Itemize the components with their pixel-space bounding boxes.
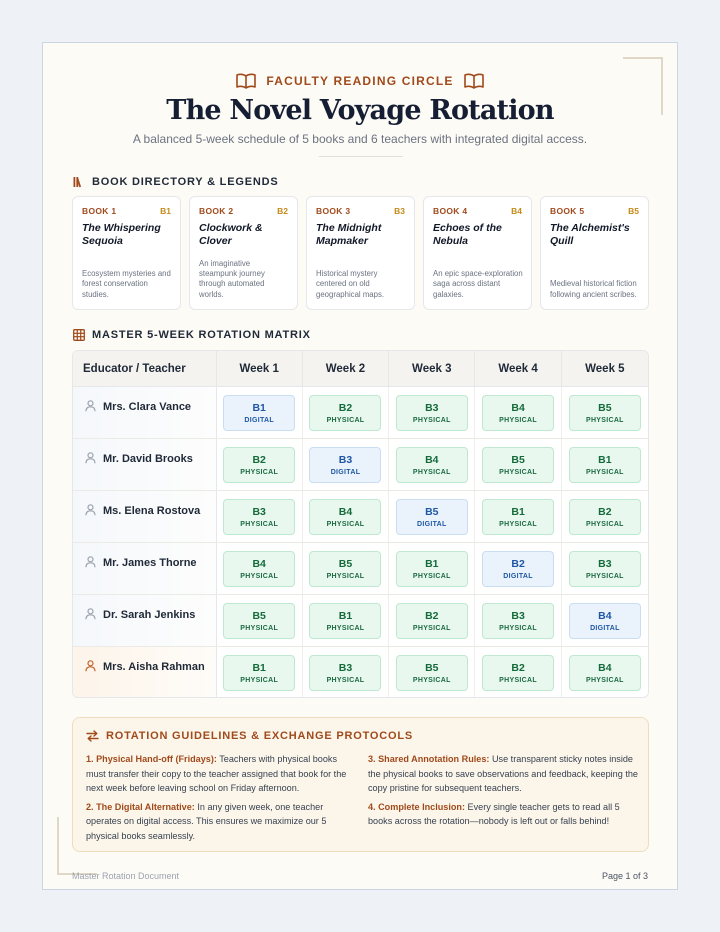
- book-code: B5: [425, 505, 439, 518]
- book-card: [72, 196, 181, 310]
- matrix-header-row: [73, 351, 648, 387]
- person-icon: [85, 399, 96, 417]
- teacher-name: Mrs. Clara Vance: [103, 400, 192, 413]
- book-directory: [72, 196, 649, 310]
- assignment-pill: [223, 499, 295, 535]
- assignment-pill: [309, 655, 381, 691]
- assignment-pill: [396, 551, 468, 587]
- access-mode: PHYSICAL: [240, 468, 279, 476]
- footer-document-label: Master Rotation Document: [72, 871, 180, 881]
- book-description: Historical mystery centered on old geographical maps.: [316, 269, 385, 299]
- book-code: B2: [598, 505, 612, 518]
- matrix-row: [73, 387, 648, 439]
- guideline-label: 4. Complete Inclusion:: [368, 801, 466, 812]
- book-code: B5: [598, 401, 612, 414]
- access-mode: PHYSICAL: [326, 416, 365, 424]
- teacher-name: Mr. James Thorne: [103, 556, 197, 569]
- matrix-row: [73, 647, 648, 698]
- book-title: Clockwork & Clover: [199, 222, 263, 247]
- guideline-label: 3. Shared Annotation Rules:: [368, 754, 490, 764]
- book-code: B4: [598, 609, 612, 622]
- access-mode: PHYSICAL: [585, 572, 624, 580]
- book-card-header: [316, 206, 405, 216]
- directory-heading-label: BOOK DIRECTORY & LEGENDS: [92, 176, 279, 188]
- book-code: B2: [425, 609, 439, 622]
- book-code: B3: [252, 505, 266, 518]
- person-icon: [85, 503, 96, 521]
- assignment-pill: [482, 395, 554, 431]
- assignment-cell: [389, 543, 475, 594]
- week-column-header: Week 3: [389, 351, 475, 386]
- access-mode: DIGITAL: [244, 416, 274, 424]
- assignment-pill: [569, 447, 641, 483]
- document-page: [42, 42, 678, 890]
- assignment-cell: [475, 647, 561, 698]
- guideline-item: [368, 752, 638, 796]
- assignment-cell: [389, 491, 475, 542]
- assignment-cell: [217, 647, 303, 698]
- assignment-cell: [389, 387, 475, 438]
- eyebrow: [43, 73, 677, 89]
- access-mode: PHYSICAL: [326, 624, 365, 632]
- access-mode: PHYSICAL: [499, 468, 537, 476]
- book-card: [423, 196, 532, 310]
- book-code: B3: [511, 609, 525, 622]
- access-mode: PHYSICAL: [240, 572, 279, 580]
- book-number: BOOK 2: [199, 206, 234, 216]
- book-number: BOOK 3: [316, 206, 351, 216]
- assignment-pill: [223, 603, 295, 639]
- book-card-header: [550, 206, 639, 216]
- guideline-label: 2. The Digital Alternative:: [86, 801, 195, 812]
- book-card-header: [199, 206, 288, 216]
- assignment-pill: [482, 655, 554, 691]
- teacher-cell: [73, 387, 217, 438]
- assignment-pill: [482, 499, 554, 535]
- exchange-icon: [86, 730, 99, 742]
- access-mode: PHYSICAL: [585, 468, 624, 476]
- footer-page-number: Page 1 of 3: [601, 871, 648, 881]
- assignment-pill: [223, 447, 295, 483]
- book-code: B3: [425, 401, 439, 414]
- guidelines-panel: [72, 717, 649, 852]
- guidelines-heading: [86, 730, 413, 742]
- book-card: [540, 196, 649, 310]
- assignment-pill: [396, 655, 468, 691]
- assignment-pill: [569, 655, 641, 691]
- access-mode: PHYSICAL: [240, 520, 279, 528]
- person-icon: [85, 451, 96, 469]
- book-code: B2: [338, 401, 353, 414]
- week-column-header: Week 1: [217, 351, 303, 386]
- assignment-pill: [223, 395, 295, 431]
- assignment-pill: [482, 551, 554, 587]
- week-column-header: Week 2: [303, 351, 389, 386]
- book-code: B2: [277, 206, 288, 216]
- book-code: B4: [511, 401, 525, 414]
- page-subtitle: A balanced 5-week schedule of 5 books and 6 teachers with integrated digital access.: [132, 132, 588, 146]
- guidelines-heading-label: ROTATION GUIDELINES & EXCHANGE PROTOCOLS: [106, 730, 414, 742]
- access-mode: PHYSICAL: [412, 624, 451, 632]
- book-description: An imaginative steampunk journey through automated worlds.: [199, 258, 265, 299]
- teacher-name: Mrs. Aisha Rahman: [103, 661, 205, 673]
- book-number: BOOK 4: [433, 206, 468, 216]
- matrix-row: [73, 595, 648, 647]
- assignment-cell: [217, 491, 303, 542]
- assignment-cell: [562, 543, 648, 594]
- access-mode: PHYSICAL: [412, 677, 451, 684]
- book-code: B5: [425, 662, 439, 674]
- teacher-name: Dr. Sarah Jenkins: [103, 608, 196, 621]
- assignment-cell: [475, 439, 561, 490]
- open-book-icon: [464, 73, 484, 89]
- book-code: B4: [425, 453, 439, 466]
- educator-column-header: Educator / Teacher: [73, 351, 217, 386]
- assignment-cell: [217, 543, 303, 594]
- assignment-pill: [569, 499, 641, 535]
- guideline-text: Use transparent sticky notes inside the physical books to save observations and feedback, keeping the copy pristine for subsequent teachers.: [368, 754, 638, 793]
- assignment-cell: [217, 439, 303, 490]
- book-code: B5: [628, 206, 639, 216]
- book-description: Ecosystem mysteries and forest conservation studies.: [82, 269, 171, 299]
- book-code: B2: [252, 453, 266, 466]
- teacher-name: Ms. Elena Rostova: [103, 504, 201, 517]
- book-code: B4: [338, 505, 353, 518]
- assignment-pill: [569, 395, 641, 431]
- guideline-label: 1. Physical Hand-off (Fridays):: [86, 754, 217, 764]
- access-mode: PHYSICAL: [240, 624, 279, 632]
- assignment-cell: [562, 439, 648, 490]
- book-title: The Alchemist's Quill: [550, 222, 630, 247]
- book-code: B1: [425, 557, 439, 570]
- access-mode: PHYSICAL: [326, 520, 365, 528]
- assignment-cell: [389, 439, 475, 490]
- title-divider: [319, 156, 403, 157]
- access-mode: PHYSICAL: [326, 572, 365, 580]
- book-title: Echoes of the Nebula: [433, 222, 502, 247]
- book-code: B1: [338, 609, 353, 622]
- assignment-pill: [482, 603, 554, 639]
- access-mode: PHYSICAL: [499, 677, 537, 684]
- assignment-pill: [396, 603, 468, 639]
- assignment-pill: [309, 499, 381, 535]
- access-mode: PHYSICAL: [585, 520, 624, 528]
- person-icon: [85, 659, 96, 677]
- assignment-cell: [562, 387, 648, 438]
- book-card: [306, 196, 415, 310]
- book-number: BOOK 5: [550, 206, 585, 216]
- access-mode: DIGITAL: [503, 572, 533, 580]
- teacher-cell: [73, 439, 217, 490]
- book-card-header: [82, 206, 171, 216]
- assignment-cell: [389, 647, 475, 698]
- book-code: B5: [252, 609, 266, 622]
- assignment-cell: [303, 543, 389, 594]
- books-icon: [73, 176, 85, 188]
- directory-heading: [73, 176, 278, 188]
- person-icon: [85, 607, 96, 625]
- assignment-cell: [562, 647, 648, 698]
- access-mode: PHYSICAL: [585, 677, 624, 684]
- matrix-row: [73, 543, 648, 595]
- assignment-pill: [223, 551, 295, 587]
- guideline-text: Teachers with physical books must transfer their copy to the teacher assigned that book for the next week before leaving school on Friday afternoon.: [86, 754, 347, 793]
- teacher-cell: [73, 491, 217, 542]
- book-code: B4: [252, 557, 266, 570]
- assignment-cell: [303, 595, 389, 646]
- assignment-cell: [562, 595, 648, 646]
- book-title: The Midnight Mapmaker: [316, 222, 382, 247]
- access-mode: PHYSICAL: [412, 416, 451, 424]
- book-code: B1: [160, 206, 171, 216]
- book-code: B5: [338, 557, 353, 570]
- book-description: An epic space-exploration saga across distant galaxies.: [433, 269, 523, 299]
- book-code: B4: [598, 662, 612, 674]
- book-code: B1: [511, 505, 525, 518]
- guideline-text: In any given week, one teacher operates on digital access. This ensures we maximize our 5 physical books seamlessly.: [86, 801, 327, 841]
- teacher-name: Mr. David Brooks: [103, 452, 193, 465]
- assignment-cell: [303, 387, 389, 438]
- assignment-cell: [475, 595, 561, 646]
- guideline-text: Every single teacher gets to read all 5 books across the rotation—nobody is left out or falls behind!: [368, 801, 620, 826]
- guideline-item: [86, 800, 351, 844]
- assignment-cell: [217, 595, 303, 646]
- assignment-pill: [482, 447, 554, 483]
- guideline-item: [368, 800, 638, 829]
- assignment-pill: [569, 603, 641, 639]
- book-code: B4: [511, 206, 522, 216]
- book-title: The Whispering Sequoia: [82, 222, 161, 247]
- teacher-cell: [73, 595, 217, 646]
- access-mode: PHYSICAL: [326, 677, 365, 684]
- book-code: B1: [252, 662, 266, 674]
- teacher-cell: [73, 647, 217, 698]
- assignment-cell: [475, 543, 561, 594]
- access-mode: PHYSICAL: [585, 416, 624, 424]
- access-mode: PHYSICAL: [499, 416, 537, 424]
- assignment-pill: [396, 447, 468, 483]
- guideline-item: [86, 752, 351, 796]
- assignment-cell: [217, 387, 303, 438]
- assignment-pill: [396, 395, 468, 431]
- book-code: B5: [511, 453, 525, 466]
- week-column-header: Week 5: [585, 362, 625, 375]
- assignment-pill: [223, 655, 295, 691]
- access-mode: PHYSICAL: [412, 572, 451, 580]
- assignment-pill: [309, 603, 381, 639]
- grid-icon: [73, 329, 85, 341]
- open-book-icon: [236, 73, 256, 89]
- assignment-cell: [303, 647, 389, 698]
- guidelines-column-right: [368, 752, 638, 833]
- book-code: B3: [394, 206, 405, 216]
- assignment-cell: [475, 491, 561, 542]
- book-code: B2: [511, 662, 525, 674]
- eyebrow-label: FACULTY READING CIRCLE: [266, 74, 454, 88]
- assignment-pill: [569, 551, 641, 587]
- book-description: Medieval historical fiction following ancient scribes.: [550, 279, 637, 299]
- person-icon: [85, 555, 96, 573]
- access-mode: DIGITAL: [590, 624, 620, 632]
- book-code: B1: [598, 453, 612, 466]
- assignment-pill: [396, 499, 468, 535]
- matrix-row: [73, 439, 648, 491]
- assignment-pill: [309, 395, 381, 431]
- week-column-header: Week 4: [475, 351, 561, 386]
- matrix-heading-label: MASTER 5-WEEK ROTATION MATRIX: [92, 329, 311, 341]
- page-title: The Novel Voyage Rotation: [166, 95, 554, 126]
- teacher-cell: [73, 543, 217, 594]
- book-code: B3: [338, 453, 353, 466]
- access-mode: DIGITAL: [416, 520, 447, 528]
- access-mode: PHYSICAL: [499, 520, 537, 528]
- access-mode: PHYSICAL: [412, 468, 451, 476]
- access-mode: PHYSICAL: [240, 677, 279, 684]
- book-code: B3: [598, 557, 612, 570]
- assignment-pill: [309, 551, 381, 587]
- matrix-heading: [73, 329, 311, 341]
- book-code: B1: [252, 401, 266, 414]
- access-mode: PHYSICAL: [499, 624, 537, 632]
- book-card-header: [433, 206, 522, 216]
- book-code: B2: [511, 557, 525, 570]
- rotation-matrix: [72, 350, 649, 698]
- matrix-row: [73, 491, 648, 543]
- assignment-cell: [562, 491, 648, 542]
- assignment-pill: [309, 447, 381, 483]
- book-code: B3: [338, 662, 353, 674]
- access-mode: DIGITAL: [330, 468, 361, 476]
- assignment-cell: [303, 439, 389, 490]
- assignment-cell: [475, 387, 561, 438]
- book-number: BOOK 1: [82, 206, 117, 216]
- guidelines-column-left: [86, 752, 351, 847]
- book-card: [189, 196, 298, 310]
- assignment-cell: [389, 595, 475, 646]
- assignment-cell: [303, 491, 389, 542]
